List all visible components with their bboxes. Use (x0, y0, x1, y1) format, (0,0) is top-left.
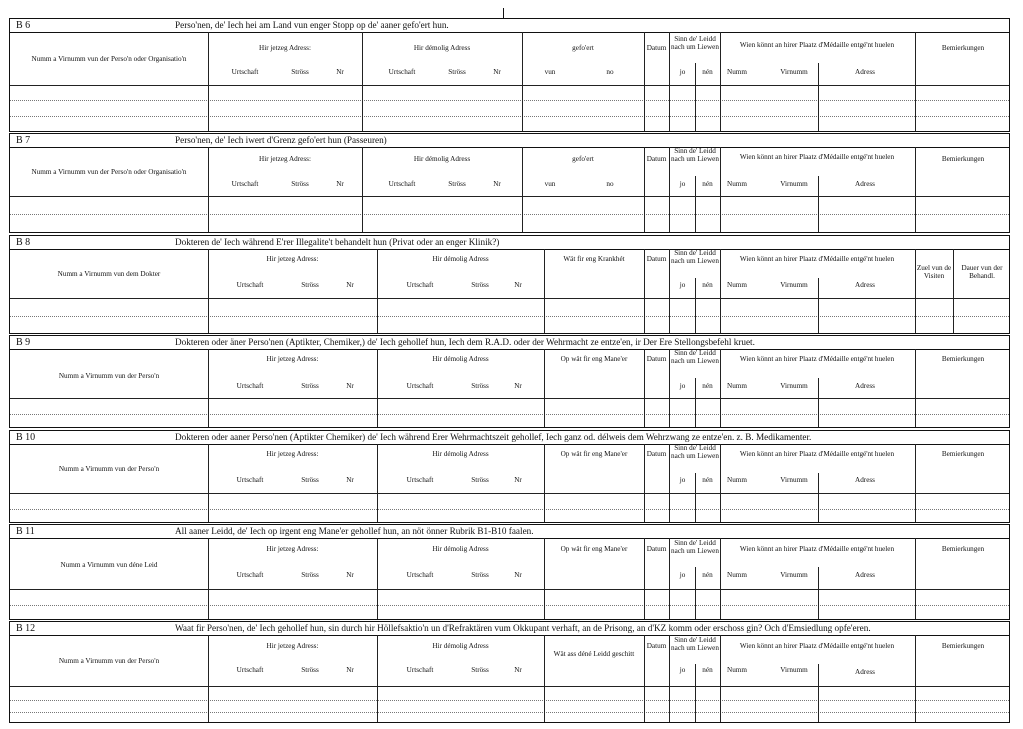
header-divider (10, 686, 1009, 687)
label-medal: Wien könnt an hirer Plaatz d'Médaille entgé'nt huelen (739, 153, 895, 161)
column-divider (720, 349, 721, 427)
section-heading: Perso'nen, de' Iech iwert d'Grenz gefo'ert hun (Passeuren) (175, 135, 387, 145)
label-name-org: Numm a Virnumm vun der Perso'n oder Organisatio'n (31, 55, 187, 63)
entry-line (10, 605, 1009, 606)
label-nr: Nr (514, 382, 522, 390)
entry-line (10, 700, 1009, 701)
label-date: Datum (646, 450, 667, 458)
label-no: nén (702, 382, 713, 390)
label-street: Ströss (301, 281, 319, 289)
label-how: Op wät fir eng Mane'er (560, 450, 628, 458)
section-code: B 8 (16, 237, 31, 248)
entry-line (10, 214, 1009, 215)
label-street: Ströss (301, 382, 319, 390)
label-address: Adress (855, 68, 875, 76)
label-street: Ströss (448, 68, 466, 76)
label-place: Urtschaft (388, 180, 416, 188)
label-place: Urtschaft (236, 476, 264, 484)
section-title-bar (10, 525, 1009, 539)
label-place: Urtschaft (231, 68, 259, 76)
section-b8 (9, 235, 1010, 334)
label-no: nén (702, 476, 713, 484)
label-first-name: Virnumm (780, 281, 808, 289)
column-divider (720, 249, 721, 333)
label-survivors: Sinn de' Leidd nach um Liewen (671, 636, 719, 653)
label-name-person: Numm a Virnumm vun der Perso'n (58, 465, 160, 473)
section-heading: Dokteren oder aaner Perso'nen (Aptikter Chemiker) de' Iech während Erer Wehrmachtszeit gehollef, Iech ganz od. délweis dem Wehrzwang ze entze'en. z. B. Medikamenter. (175, 432, 812, 442)
label-surname: Numm (727, 666, 747, 674)
label-current-address: Hir jetzeg Adress: (266, 355, 319, 363)
sub-divider (818, 567, 819, 619)
section-code: B 7 (16, 135, 31, 146)
label-medal: Wien könnt an hirer Plaatz d'Médaille entgé'nt huelen (739, 642, 895, 650)
label-medal: Wien könnt an hirer Plaatz d'Médaille entgé'nt huelen (739, 355, 895, 363)
section-title-bar (10, 622, 1009, 636)
label-address: Adress (855, 668, 875, 676)
label-address: Adress (855, 476, 875, 484)
label-surname: Numm (727, 180, 747, 188)
label-address: Adress (855, 382, 875, 390)
column-divider (720, 635, 721, 722)
label-surname: Numm (727, 281, 747, 289)
section-code: B 12 (16, 623, 36, 634)
label-street: Ströss (471, 382, 489, 390)
label-place: Urtschaft (406, 281, 434, 289)
section-b12 (9, 621, 1010, 723)
section-heading: Dokteren oder äner Perso'nen (Aptikter, Chemiker,) de' Iech gehollef hun, Iech dem R.A.D. oder der Wehrmacht ze entze'en, ir Der Ere Stellongsbefehl kruet. (175, 337, 755, 347)
section-b6 (9, 18, 1010, 132)
label-street: Ströss (301, 666, 319, 674)
section-code: B 6 (16, 20, 31, 31)
label-date: Datum (646, 545, 667, 553)
label-first-name: Virnumm (780, 68, 808, 76)
label-street: Ströss (448, 180, 466, 188)
label-nr: Nr (346, 476, 354, 484)
label-yes: jo (679, 382, 686, 390)
label-nr: Nr (493, 180, 501, 188)
sub-divider (818, 176, 819, 232)
label-nr: Nr (346, 666, 354, 674)
section-code: B 11 (16, 526, 35, 537)
label-name-person: Numm a Virnumm vun der Perso'n (58, 657, 160, 665)
sub-divider (818, 278, 819, 333)
label-former-address: Hir démolig Adress (432, 355, 489, 363)
label-from: vun (544, 68, 556, 76)
label-nr: Nr (514, 571, 522, 579)
section-b10 (9, 430, 1010, 523)
section-b9 (9, 335, 1010, 428)
label-survivors: Sinn de' Leidd nach um Liewen (671, 147, 719, 164)
column-divider (720, 538, 721, 619)
header-divider (10, 85, 1009, 86)
label-current-address: Hir jetzeg Adress: (259, 155, 311, 163)
column-divider (720, 444, 721, 522)
header-divider (10, 493, 1009, 494)
label-name-org: Numm a Virnumm vun der Perso'n oder Organisatio'n (31, 168, 187, 176)
sub-divider (818, 378, 819, 427)
label-first-name: Virnumm (780, 666, 808, 674)
section-code: B 9 (16, 337, 31, 348)
label-current-address: Hir jetzeg Adress: (266, 545, 319, 553)
label-to: no (606, 180, 614, 188)
label-first-name: Virnumm (780, 180, 808, 188)
label-former-address: Hir démolig Adress (432, 642, 489, 650)
label-how: Op wät fir eng Mane'er (560, 355, 628, 363)
label-nr: Nr (514, 281, 522, 289)
section-code: B 10 (16, 432, 36, 443)
label-no: nén (702, 180, 713, 188)
label-yes: jo (679, 571, 686, 579)
label-illness: Wät fir eng Krankhét (563, 255, 625, 263)
header-divider (10, 589, 1009, 590)
label-street: Ströss (301, 571, 319, 579)
label-remarks: Bemierkungen (941, 155, 985, 163)
label-medal: Wien könnt an hirer Plaatz d'Médaille entgé'nt huelen (739, 545, 895, 553)
label-survivors: Sinn de' Leidd nach um Liewen (671, 539, 719, 556)
label-address: Adress (855, 281, 875, 289)
section-b11 (9, 524, 1010, 620)
label-first-name: Virnumm (780, 571, 808, 579)
column-divider (720, 32, 721, 131)
label-former-address: Hir démolig Adress (432, 450, 489, 458)
label-place: Urtschaft (236, 281, 264, 289)
label-name-person: Numm a Virnumm vun der Perso'n (58, 372, 160, 380)
label-date: Datum (646, 355, 667, 363)
label-surname: Numm (727, 571, 747, 579)
label-medal: Wien könnt an hirer Plaatz d'Médaille entgé'nt huelen (739, 41, 895, 49)
label-remarks: Bemierkungen (941, 450, 985, 458)
label-place: Urtschaft (406, 571, 434, 579)
label-duration: Dauer vun der Behandl. (961, 264, 1003, 281)
label-no: nén (702, 68, 713, 76)
column-divider (915, 249, 916, 333)
section-heading: Dokteren de' Iech während E'rer Illegalite't behandelt hun (Privat oder an enger Klinik?) (175, 237, 500, 247)
section-title-bar (10, 431, 1009, 445)
label-address: Adress (855, 571, 875, 579)
sub-divider (818, 63, 819, 131)
section-b7 (9, 133, 1010, 233)
label-to: no (606, 68, 614, 76)
entry-line (10, 509, 1009, 510)
header-divider (10, 298, 1009, 299)
label-place: Urtschaft (406, 382, 434, 390)
label-visits: Zuel vun de Visiten (916, 264, 952, 281)
label-name-doctor: Numm a Virnumm vun dem Dokter (57, 270, 161, 278)
label-surname: Numm (727, 382, 747, 390)
label-survivors: Sinn de' Leidd nach um Liewen (671, 249, 719, 266)
label-surname: Numm (727, 476, 747, 484)
label-current-address: Hir jetzeg Adress: (266, 255, 319, 263)
label-street: Ströss (471, 666, 489, 674)
label-nr: Nr (336, 68, 344, 76)
column-divider (953, 249, 954, 333)
sub-divider (818, 664, 819, 722)
label-survivors: Sinn de' Leidd nach um Liewen (671, 349, 719, 366)
label-nr: Nr (514, 666, 522, 674)
label-place: Urtschaft (388, 68, 416, 76)
label-street: Ströss (301, 476, 319, 484)
label-nr: Nr (346, 571, 354, 579)
label-yes: jo (679, 476, 686, 484)
label-yes: jo (679, 180, 686, 188)
label-yes: jo (679, 666, 686, 674)
label-yes: jo (679, 281, 686, 289)
label-place: Urtschaft (406, 666, 434, 674)
label-place: Urtschaft (231, 180, 259, 188)
label-remarks: Bemierkungen (941, 355, 985, 363)
entry-line (10, 100, 1009, 101)
entry-line (10, 712, 1009, 713)
label-people-helped: Wät ass déné Leidd geschitt (553, 650, 635, 658)
header-divider (10, 398, 1009, 399)
section-heading: All aaner Leidd, de' Iech op irgent eng Mane'er gehollef hun, an nöt önner Rubrik B1-B10 faalen. (175, 526, 534, 536)
label-first-name: Virnumm (780, 382, 808, 390)
column-divider (720, 147, 721, 232)
sub-divider (818, 473, 819, 522)
section-title-bar (10, 336, 1009, 350)
label-medal: Wien könnt an hirer Plaatz d'Médaille entgé'nt huelen (739, 255, 895, 263)
label-remarks: Bemierkungen (941, 545, 985, 553)
label-surname: Numm (727, 68, 747, 76)
label-nr: Nr (514, 476, 522, 484)
label-place: Urtschaft (236, 571, 264, 579)
label-place: Urtschaft (236, 382, 264, 390)
label-first-name: Virnumm (780, 476, 808, 484)
column-divider (544, 635, 545, 722)
label-place: Urtschaft (236, 666, 264, 674)
label-no: nén (702, 281, 713, 289)
label-nr: Nr (346, 281, 354, 289)
label-address: Adress (855, 180, 875, 188)
label-former-address: Hir démolig Adress (432, 545, 489, 553)
entry-line (10, 414, 1009, 415)
label-date: Datum (646, 155, 667, 163)
label-current-address: Hir jetzeg Adress: (259, 44, 311, 52)
label-street: Ströss (471, 571, 489, 579)
label-remarks: Bemierkungen (941, 642, 985, 650)
label-no: nén (702, 571, 713, 579)
label-street: Ströss (471, 476, 489, 484)
label-street: Ströss (471, 281, 489, 289)
label-led: gefo'ert (572, 44, 594, 52)
entry-line (10, 116, 1009, 117)
label-former-address: Hir démolig Adress (413, 44, 471, 52)
label-street: Ströss (291, 68, 309, 76)
entry-line (10, 316, 1009, 317)
section-title-bar (10, 19, 1009, 33)
label-yes: jo (679, 68, 686, 76)
label-street: Ströss (291, 180, 309, 188)
label-current-address: Hir jetzeg Adress: (266, 450, 319, 458)
label-remarks: Bemierkungen (941, 44, 985, 52)
label-former-address: Hir démolig Adress (413, 155, 471, 163)
section-heading: Waat fir Perso'nen, de' Iech gehollef hun, sin durch hir Höllefsaktio'n un d'Refraktären vum Okkupant verhaft, an de Prisong, an d'KZ komm oder erschoss gin? Och d'Emsiedlung opfe'eren. (175, 623, 871, 633)
label-nr: Nr (346, 382, 354, 390)
label-nr: Nr (493, 68, 501, 76)
label-no: nén (702, 666, 713, 674)
label-date: Datum (646, 44, 667, 52)
section-title-bar (10, 236, 1009, 250)
label-date: Datum (646, 642, 667, 650)
label-survivors: Sinn de' Leidd nach um Liewen (671, 35, 719, 52)
label-medal: Wien könnt an hirer Plaatz d'Médaille entgé'nt huelen (739, 450, 895, 458)
label-how: Op wät fir eng Mane'er (560, 545, 628, 553)
section-title-bar (10, 134, 1009, 148)
label-name-leid: Numm a Virnumm vun déne Leid (60, 561, 158, 569)
page-tick-mark (503, 8, 504, 18)
label-date: Datum (646, 255, 667, 263)
label-current-address: Hir jetzeg Adress: (266, 642, 319, 650)
section-heading: Perso'nen, de' Iech hei am Land vun enger Stopp op de' aaner gefo'ert hun. (175, 20, 449, 30)
label-from: vun (544, 180, 556, 188)
label-former-address: Hir démolig Adress (432, 255, 489, 263)
label-nr: Nr (336, 180, 344, 188)
label-led: gefo'ert (572, 155, 594, 163)
label-survivors: Sinn de' Leidd nach um Liewen (671, 444, 719, 461)
header-divider (10, 196, 1009, 197)
label-place: Urtschaft (406, 476, 434, 484)
